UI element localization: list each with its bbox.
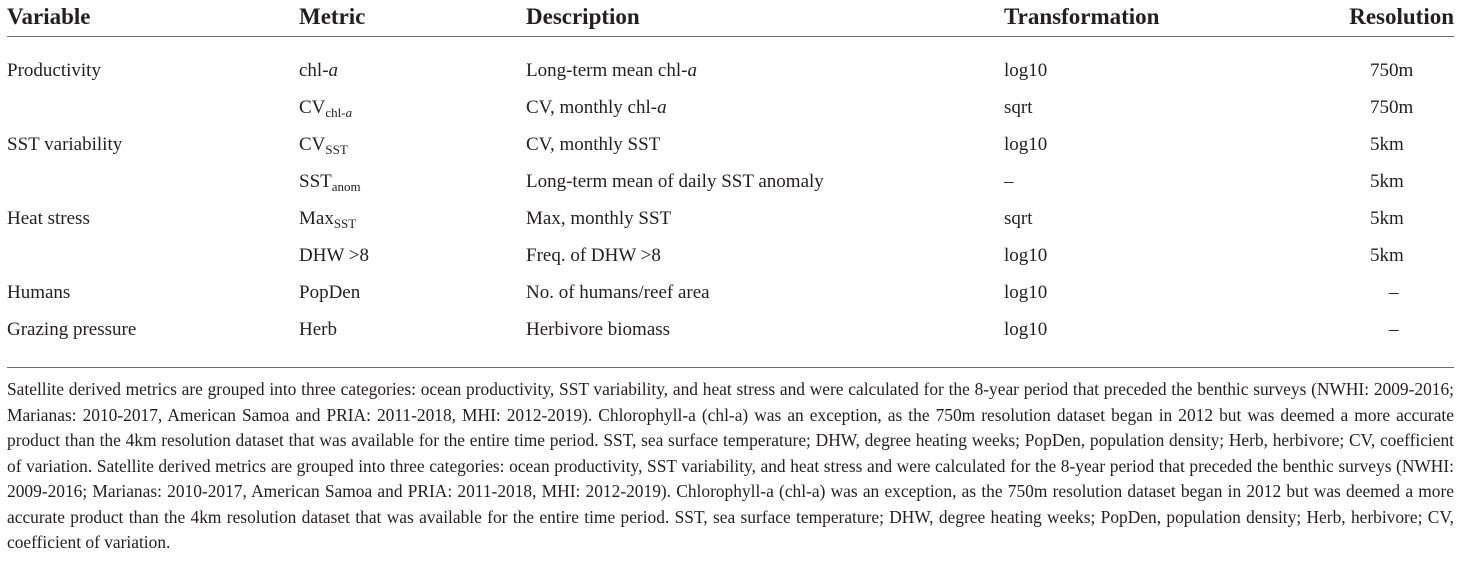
metric-text: DHW >8 — [299, 245, 369, 266]
description-text: Herbivore biomass — [526, 319, 671, 340]
cell-description — [526, 245, 661, 267]
header-metric: Metric — [299, 4, 366, 29]
cell-description — [526, 134, 660, 156]
cell-variable: Productivity — [7, 60, 101, 81]
description-text: No. of humans/reef area — [526, 282, 710, 303]
cell-variable: Heat stress — [7, 208, 90, 229]
header-transformation: Transformation — [1004, 4, 1160, 29]
metric-text: Herb — [299, 319, 337, 340]
cell-metric — [299, 245, 369, 267]
metric-subscript — [325, 142, 347, 157]
cell-description — [526, 171, 824, 193]
cell-description — [526, 319, 670, 341]
metric-subscript — [332, 179, 361, 194]
table-header-row — [7, 0, 1454, 37]
cell-resolution: 5km — [1370, 134, 1404, 155]
header-description: Description — [526, 4, 640, 29]
metric-italic: a — [328, 60, 339, 81]
metric-text: chl- — [299, 60, 329, 81]
cell-resolution: 5km — [1370, 171, 1404, 192]
cell-transformation: log10 — [1004, 319, 1048, 340]
cell-variable: SST variability — [7, 134, 123, 155]
cell-transformation: log10 — [1004, 282, 1048, 303]
table-row — [7, 134, 1454, 171]
metric-subscript — [334, 216, 356, 231]
cell-resolution: 5km — [1370, 208, 1404, 229]
metric-subscript-text: anom — [331, 179, 361, 194]
cell-metric — [299, 171, 361, 193]
cell-variable: Grazing pressure — [7, 319, 137, 340]
table-row — [7, 97, 1454, 134]
cell-resolution: 750m — [1370, 97, 1414, 118]
cell-variable: Humans — [7, 282, 71, 303]
cell-transformation: sqrt — [1004, 208, 1033, 229]
cell-transformation: – — [1004, 171, 1014, 192]
metric-text: CV — [299, 97, 326, 118]
metric-subscript-text: SST — [333, 216, 357, 231]
table-footnote: Satellite derived metrics are grouped into three categories: ocean productivity, SST variability, and heat stress and were calculated for the 8-year period that preceded the benthic surveys (NWHI: 2009-2016; Marianas: 2010-2017, American Samoa and PRIA: 2011-2018, MHI: 2012-2019). Chlorophyll-a (chl-a) was an exception, as the 750m resolution dataset began in 2012 but was deemed a more accurate product than the 4km resolution dataset that was available for the entire time period. SST, sea surface temperature; DHW, degree heating weeks; PopDen, population density; Herb, herbivore; CV, coefficient of variation. Satellite derived metrics are grouped into three categories: ocean productivity, SST variability, and heat stress and were calculated for the 8-year period that preceded the benthic surveys (NWHI: 2009-2016; Marianas: 2010-2017, American Samoa and PRIA: 2011-2018, MHI: 2012-2019). Chlorophyll-a (chl-a) was an exception, as the 750m resolution dataset began in 2012 but was deemed a more accurate product than the 4km resolution dataset that was available for the entire time period. SST, sea surface temperature; DHW, degree heating weeks; PopDen, population density; Herb, herbivore; CV, coefficient of variation. — [7, 379, 1454, 552]
cell-metric — [299, 319, 337, 341]
table-row — [7, 171, 1454, 208]
metric-text: PopDen — [299, 282, 361, 303]
metric-text: CV — [299, 134, 326, 155]
cell-metric — [299, 60, 338, 82]
metric-subscript — [325, 105, 352, 120]
table-row — [7, 60, 1454, 97]
metric-text: Max — [299, 208, 334, 229]
table-row — [7, 319, 1454, 356]
description-italic: a — [687, 60, 697, 81]
cell-description — [526, 60, 697, 82]
description-text: Long-term mean of daily SST anomaly — [526, 171, 824, 192]
cell-transformation: log10 — [1004, 134, 1048, 155]
cell-description — [526, 97, 667, 119]
description-italic: a — [657, 97, 667, 118]
cell-metric — [299, 208, 356, 230]
cell-transformation: sqrt — [1004, 97, 1033, 118]
metric-subscript-text: SST — [325, 142, 348, 157]
header-resolution: Resolution — [1349, 4, 1454, 29]
cell-transformation: log10 — [1004, 60, 1048, 81]
description-text: CV, monthly chl- — [526, 97, 658, 118]
description-text: Freq. of DHW >8 — [526, 245, 661, 266]
cell-metric — [299, 134, 348, 156]
metric-subscript-italic: a — [345, 105, 353, 120]
description-text: Long-term mean chl- — [526, 60, 688, 81]
cell-description — [526, 208, 671, 230]
cell-description — [526, 282, 710, 304]
metric-subscript-text: chl- — [325, 105, 346, 120]
description-text: CV, monthly SST — [526, 134, 661, 155]
cell-resolution: – — [1389, 319, 1399, 340]
table-row — [7, 208, 1454, 245]
cell-metric — [299, 282, 360, 304]
metric-text: SST — [299, 171, 332, 192]
description-text: Max, monthly SST — [526, 208, 672, 229]
header-variable: Variable — [7, 4, 91, 29]
cell-resolution: 5km — [1370, 245, 1404, 266]
table-row — [7, 282, 1454, 319]
table-row — [7, 245, 1454, 282]
table-bottom-rule — [7, 367, 1454, 368]
cell-metric — [299, 97, 352, 119]
cell-transformation: log10 — [1004, 245, 1048, 266]
cell-resolution: 750m — [1370, 60, 1414, 81]
cell-resolution: – — [1389, 282, 1399, 303]
